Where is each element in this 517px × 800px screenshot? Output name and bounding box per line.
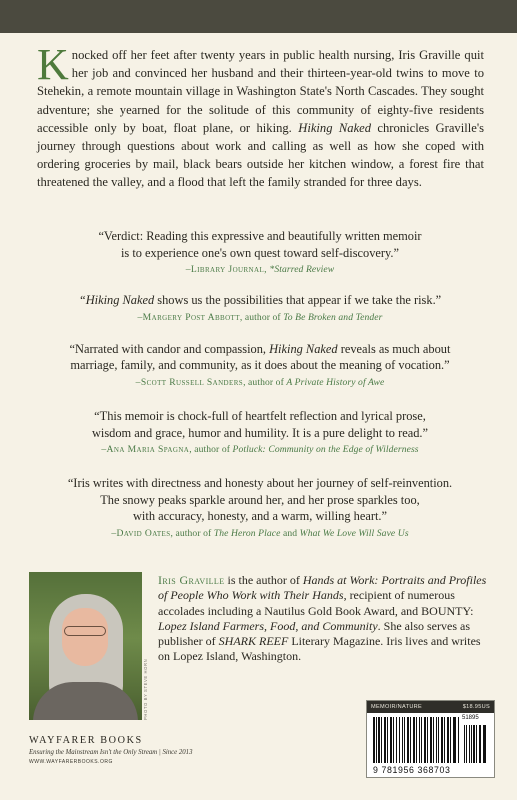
- barcode-addon-number: 51895: [462, 715, 479, 721]
- bio-text: , recipient of numerous accolades including a Nautilus Gold Book Award, and BOUNTY:: [158, 588, 474, 618]
- barcode-addon-bars: [464, 725, 488, 763]
- bio-author-name: Iris Graville: [158, 573, 225, 587]
- author-bio: [158, 573, 490, 665]
- blurb-david-oates: [30, 475, 490, 539]
- blurb-attribution: [30, 444, 490, 455]
- quote-line: “Verdict: Reading this expressive and beautifully written memoir: [98, 229, 422, 243]
- quote-line: The snowy peaks sparkle around her, and her prose sparkles too,: [100, 492, 420, 507]
- barcode-stripe: [427, 717, 428, 763]
- barcode-price: $18.95US: [462, 704, 490, 710]
- quote-line: reveals as much about: [337, 341, 451, 356]
- blurbs: [30, 228, 490, 556]
- bio-text: is the author of: [224, 573, 303, 587]
- blurb-library-journal: [30, 228, 490, 275]
- attribution-work: The Heron Place: [213, 527, 281, 539]
- blurb-quote: [30, 341, 490, 374]
- barcode-stripe: [480, 725, 481, 763]
- quote-line: “This memoir is chock-full of heartfelt reflection and lyrical prose,: [94, 408, 426, 423]
- quote-book-title: “Hiking Naked: [78, 293, 155, 308]
- blurb-ana-maria-spagna: [30, 408, 490, 455]
- attribution-work: A Private History of Awe: [286, 376, 385, 388]
- quote-line: wisdom and grace, humor and humility. It is a pure delight to read.”: [91, 425, 429, 440]
- attribution-name: –Scott Russell Sanders: [135, 376, 244, 388]
- attribution-name: –Margery Post Abbott: [137, 311, 240, 323]
- barcode-box: [366, 700, 495, 778]
- blurb-attribution: [30, 377, 490, 388]
- bio-magazine-title: SHARK REEF: [218, 634, 289, 649]
- barcode-stripe: [466, 725, 468, 763]
- attribution-work: *Starred Review: [266, 264, 335, 276]
- author-photo-glasses: [64, 626, 106, 636]
- blurb-quote: [30, 408, 490, 441]
- barcode-stripe: [471, 725, 472, 763]
- barcode-isbn: 9 781956 368703: [373, 765, 451, 775]
- attribution-name: –Library Journal,: [185, 264, 267, 276]
- publisher-name: WAYFARER BOOKS: [29, 735, 143, 746]
- barcode-icon: [373, 717, 489, 763]
- publisher-tagline: Ensuring the Mainstream Isn't the Only Stream | Since 2013: [29, 749, 193, 756]
- drop-cap: K: [37, 40, 69, 89]
- quote-line: “Iris writes with directness and honesty about her journey of self-reinvention.: [67, 476, 453, 491]
- quote-line: with accuracy, honesty, and a warm, willing heart.”: [132, 509, 388, 524]
- blurb-scott-russell-sanders: [30, 341, 490, 388]
- attribution-work: Potluck: Community on the Edge of Wilderness: [232, 444, 419, 456]
- quote-line: marriage, family, and community, as it does about the meaning of vocation.”: [70, 358, 450, 373]
- quote-book-title: Hiking Naked: [269, 341, 338, 356]
- barcode-header: [367, 701, 494, 713]
- intro-book-title: Hiking Naked: [298, 120, 372, 135]
- photo-credit: PHOTO BY STEVE HORN: [143, 658, 148, 720]
- bio-book-title: Lopez Island Farmers, Food, and Community: [158, 618, 378, 633]
- attribution-connector: , author of: [243, 376, 287, 388]
- blurb-quote: [30, 228, 490, 261]
- barcode-stripe: [442, 717, 443, 763]
- intro-text-1: nocked off her feet after twenty years in public health nursing, Iris Graville quit her job and convinced her husband and their thirteen-year-old twins to move to Stehekin, a remote mountain village in Washington State's North Cascades. They sought adventure; she yearned for the solitude of this community of eighty-five residents accessible only by boat, float plane, or hiking.: [37, 48, 484, 135]
- attribution-connector: and: [280, 527, 300, 539]
- top-band: [0, 0, 517, 33]
- quote-line: is to experience one's own quest toward self-discovery.”: [120, 245, 400, 260]
- attribution-connector: , author of: [170, 527, 214, 539]
- intro-paragraph: [37, 40, 484, 192]
- barcode-category: MEMOIR/NATURE: [371, 704, 423, 710]
- intro-text-2: chronicles Graville's journey through questions about work and calling as well as how she coped with ordering groceries by mail, black bears outside her kitchen window, a forest fire that threatened the valley, and a flood that left the family stranded for three days.: [37, 120, 484, 190]
- barcode-stripe: [396, 717, 397, 763]
- blurb-attribution: [30, 312, 490, 323]
- author-photo: [29, 572, 142, 720]
- attribution-work: To Be Broken and Tender: [283, 311, 383, 323]
- quote-line: shows us the possibilities that appear if we take the risk.”: [154, 293, 442, 308]
- barcode-main-bars: [373, 717, 459, 763]
- attribution-work: What We Love Will Save Us: [299, 527, 409, 539]
- blurb-quote: [30, 292, 490, 309]
- blurb-margery-post-abbott: [30, 292, 490, 323]
- barcode-stripe: [473, 725, 475, 763]
- bio-text: . She also serves as publisher of: [158, 618, 470, 649]
- attribution-connector: , author of: [189, 444, 233, 456]
- attribution-name: –Ana Maria Spagna: [101, 444, 190, 456]
- blurb-attribution: [30, 264, 490, 275]
- barcode-stripe: [476, 725, 477, 763]
- publisher-url: WWW.WAYFARERBOOKS.ORG: [29, 759, 113, 765]
- attribution-name: –David Oates: [111, 527, 171, 539]
- bio-text: Literary Magazine. Iris lives and writes on Lopez Island, Washington.: [158, 634, 481, 664]
- attribution-connector: , author of: [239, 311, 284, 323]
- quote-line: “Narrated with candor and compassion,: [69, 341, 270, 356]
- barcode-stripe: [483, 725, 485, 763]
- barcode-stripe: [485, 725, 486, 763]
- author-photo-face: [62, 608, 108, 666]
- blurb-attribution: [30, 528, 490, 539]
- barcode-stripe: [410, 717, 411, 763]
- publisher-block: [29, 735, 299, 765]
- bio-book-title: Hands at Work: Portraits and Profiles of People Who Work with Their Hands: [158, 573, 487, 603]
- blurb-quote: [30, 475, 490, 525]
